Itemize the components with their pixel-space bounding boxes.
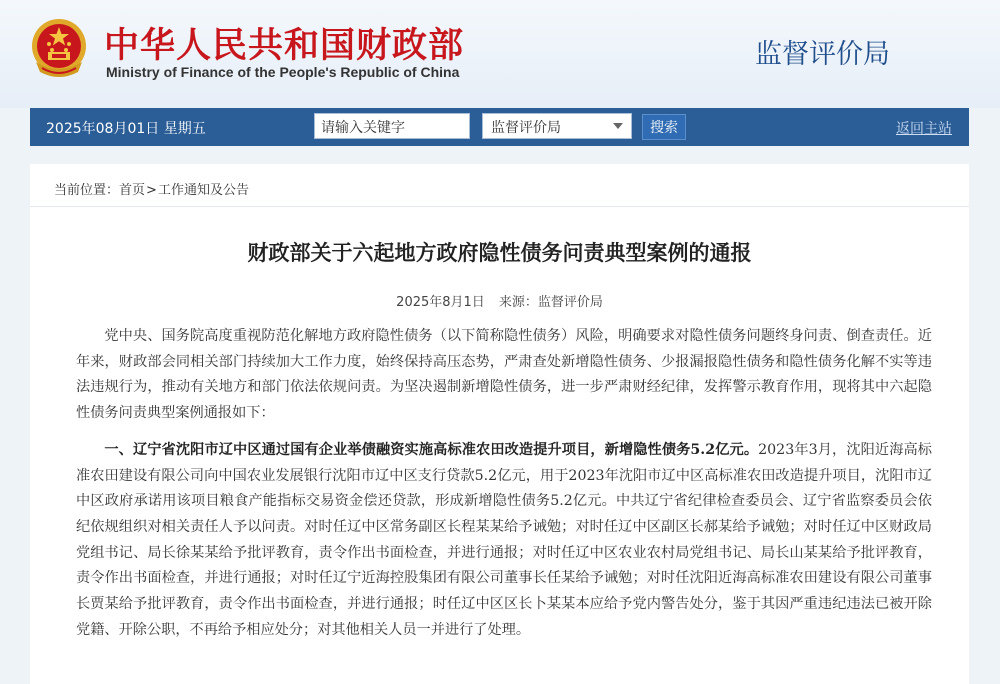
- content-card: [30, 164, 969, 684]
- article-date: 2025年8月1日: [396, 295, 485, 310]
- return-home-link[interactable]: 返回主站: [896, 121, 952, 137]
- site-title-cn[interactable]: 中华人民共和国财政部: [104, 26, 465, 66]
- national-emblem-icon[interactable]: [28, 16, 90, 82]
- article-source: 来源：监督评价局: [498, 295, 603, 310]
- weekday-text: 星期五: [163, 121, 206, 137]
- search-scope-value: 监督评价局: [491, 120, 561, 136]
- article-paragraph: [76, 438, 932, 644]
- site-header: [0, 0, 1000, 108]
- site-title-en[interactable]: Ministry of Finance of the People's Republic of China: [106, 64, 460, 80]
- divider: [30, 206, 969, 207]
- breadcrumb: [54, 179, 249, 198]
- search-scope-select[interactable]: [482, 113, 632, 139]
- case-heading: 一、辽宁省沈阳市辽中区通过国有企业举债融资实施高标准农田改造提升项目，新增隐性债务5.2亿元。: [104, 441, 759, 458]
- breadcrumb-home-link[interactable]: 首页: [119, 183, 146, 198]
- breadcrumb-separator: >: [146, 183, 157, 198]
- current-date: [46, 118, 206, 138]
- date-text: 2025年08月01日: [46, 121, 160, 137]
- article-paragraph: 党中央、国务院高度重视防范化解地方政府隐性债务（以下简称隐性债务）风险，明确要求对隐性债务问题终身问责、倒查责任。近年来，财政部会同相关部门持续加大工作力度，始终保持高压态势，严肃查处新增隐性债务、少报漏报隐性债务和隐性债务化解不实等违法违规行为，推动有关地方和部门依法依规问责。为坚决遏制新增隐性债务，进一步严肃财经纪律，发挥警示教育作用，现将其中六起隐性债务问责典型案例通报如下：: [76, 328, 932, 422]
- case-text: 2023年3月，沈阳近海高标准农田建设有限公司向中国农业发展银行沈阳市辽中区支行贷款5.2亿元，用于2023年沈阳市辽中区高标准农田改造提升项目，沈阳市辽中区政府承诺用该项目粮食产能指标交易资金偿还贷款，形成新增隐性债务5.2亿元。中共辽宁省纪律检查委员会、辽宁省监察委员会依纪依规组织对相关责任人予以问责。对时任辽中区常务副区长程某某给予诫勉；对时任辽中区副区长郝某给予诫勉；对时任辽中区财政局党组书记、局长徐某某给予批评教育，责令作出书面检查，并进行通报；对时任辽中区农业农村局党组书记、局长山某某给予批评教育，责令作出书面检查，并进行通报；对时任辽宁近海控股集团有限公司董事长任某给予诫勉；对时任沈阳近海高标准农田建设有限公司董事长贾某给予批评教育，责令作出书面检查，并进行通报；时任辽中区区长卜某某本应给予党内警告处分，鉴于其因严重违纪违法已被开除党籍、开除公职，不再给予相应处分；对其他相关人员一并进行了处理。: [76, 441, 932, 638]
- search-input[interactable]: 请输入关键字: [314, 113, 470, 139]
- chevron-down-icon: [613, 123, 623, 129]
- nav-bar: [30, 108, 969, 146]
- breadcrumb-section-link[interactable]: 工作通知及公告: [157, 183, 249, 198]
- article-body: [76, 324, 932, 643]
- article-title: 财政部关于六起地方政府隐性债务问责典型案例的通报: [247, 241, 752, 265]
- department-name: 监督评价局: [755, 39, 890, 70]
- breadcrumb-prefix: 当前位置：: [54, 183, 120, 198]
- search-button[interactable]: 搜索: [642, 114, 686, 140]
- article-meta: [30, 291, 969, 310]
